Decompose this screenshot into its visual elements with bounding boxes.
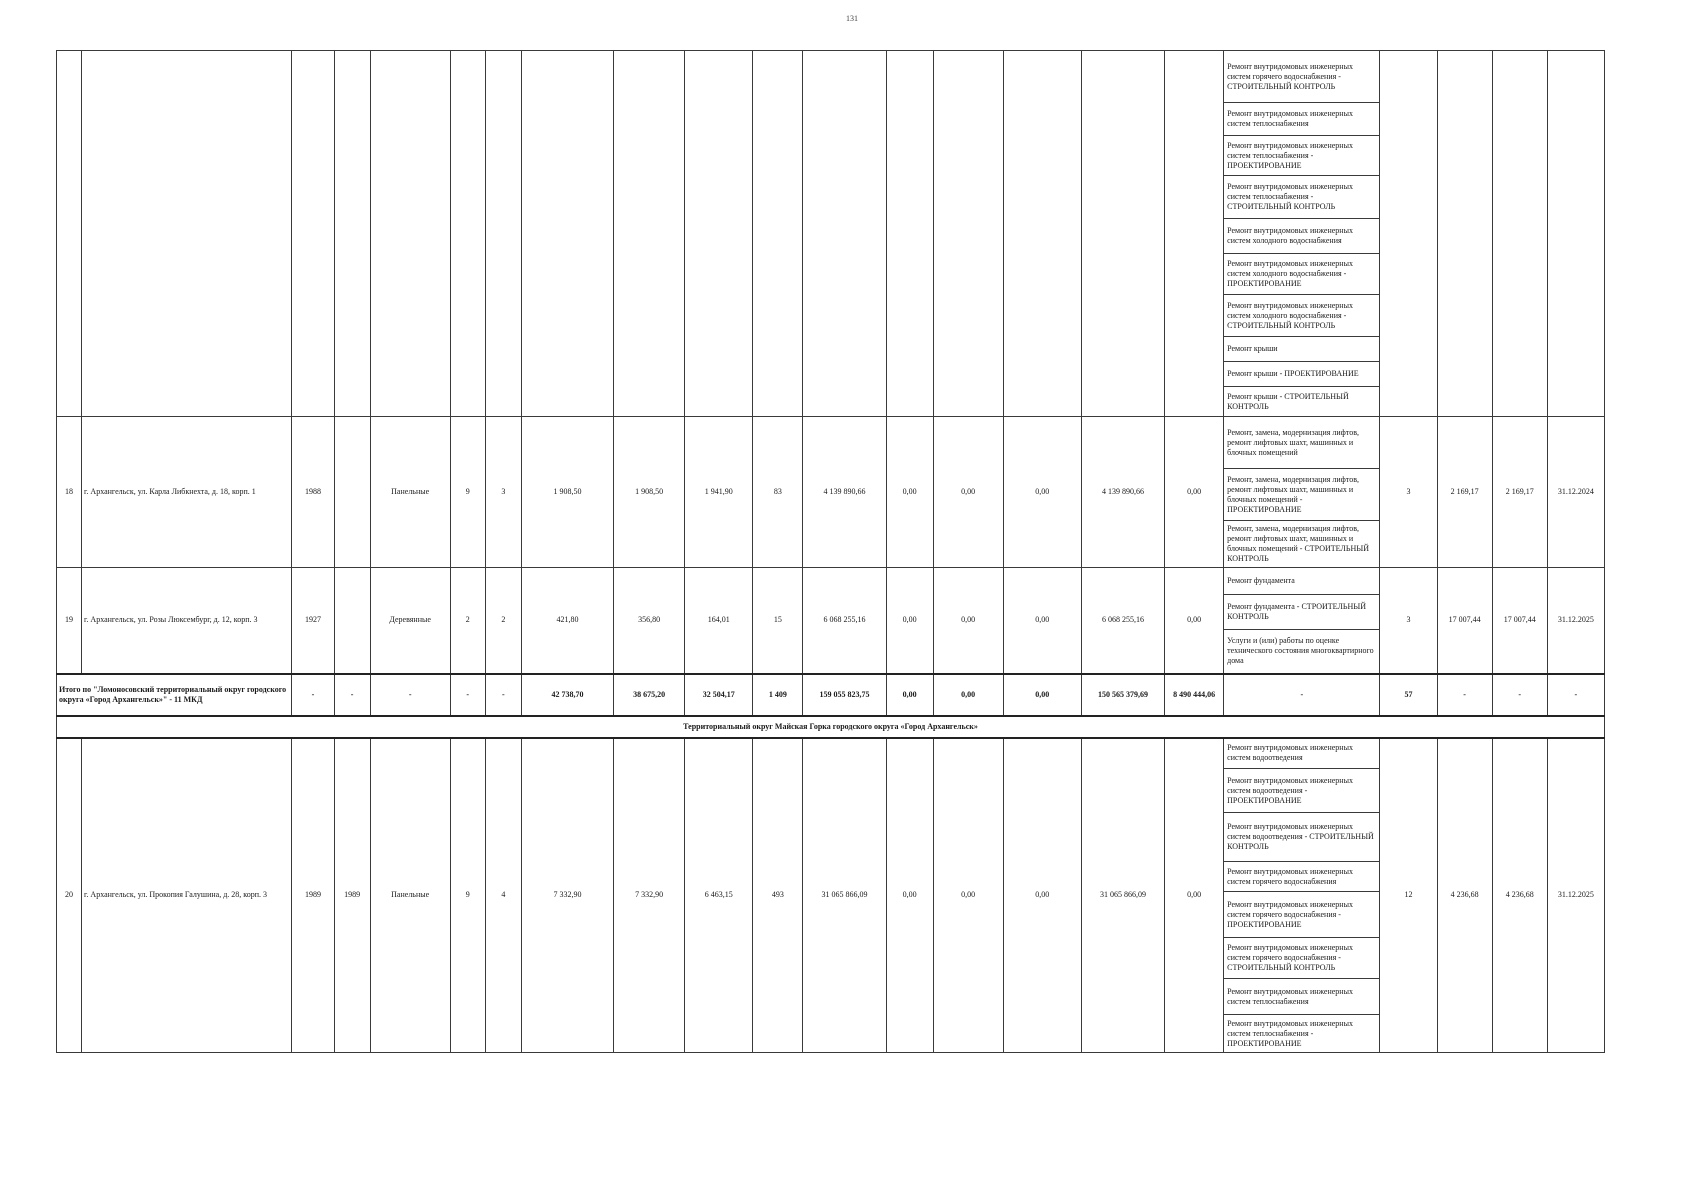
cell-unit-cost: 2 169,17 (1437, 417, 1492, 568)
total-area-premises: 38 675,20 (614, 674, 685, 716)
section-row (57, 716, 1605, 738)
cell-fund-local: 0,00 (1003, 417, 1081, 568)
cell-work-count: 12 (1380, 738, 1437, 1053)
cell-total-area: 7 332,90 (521, 738, 613, 1053)
cell-num: 19 (57, 568, 82, 674)
cell-entrances: 2 (485, 568, 521, 674)
cell-max-unit-cost: 17 007,44 (1492, 568, 1547, 674)
cell-address: г. Архангельск, ул. Розы Люксембург, д. 12, корп. 3 (82, 568, 292, 674)
cell-fund-owners: 4 139 890,66 (1081, 417, 1164, 568)
cell-num: 18 (57, 417, 82, 568)
cell-address: г. Архангельск, ул. Прокопия Галушина, д. 28, корп. 3 (82, 738, 292, 1053)
register-sheet (56, 50, 1605, 1053)
cell-cost-total (803, 51, 886, 417)
work-item: Ремонт крыши - СТРОИТЕЛЬНЫЙ КОНТРОЛЬ (1224, 387, 1380, 417)
cell-fund-regional (933, 51, 1003, 417)
cell-wall-material: Панельные (370, 417, 450, 568)
cell-fund-owners: 31 065 866,09 (1081, 738, 1164, 1053)
cell-fund-other: 0,00 (1165, 738, 1224, 1053)
cell-area-residential: 6 463,15 (685, 738, 753, 1053)
cell-area-premises: 356,80 (614, 568, 685, 674)
cell-year-built (292, 51, 334, 417)
total-dash: - (370, 674, 450, 716)
cell-wall-material (370, 51, 450, 417)
cell-year-built: 1988 (292, 417, 334, 568)
cell-cost-total: 4 139 890,66 (803, 417, 886, 568)
total-dash: - (1224, 674, 1380, 716)
cell-cost-total: 6 068 255,16 (803, 568, 886, 674)
cell-year-reconstructed: 1989 (334, 738, 370, 1053)
work-item: Ремонт внутридомовых инженерных систем водоотведения - СТРОИТЕЛЬНЫЙ КОНТРОЛЬ (1224, 813, 1380, 862)
cell-year-reconstructed (334, 51, 370, 417)
cell-area-premises: 1 908,50 (614, 417, 685, 568)
cell-residents: 83 (753, 417, 803, 568)
cell-address: г. Архангельск, ул. Карла Либкнехта, д. 18, корп. 1 (82, 417, 292, 568)
total-dash: - (450, 674, 485, 716)
cell-area-residential: 164,01 (685, 568, 753, 674)
work-item: Ремонт внутридомовых инженерных систем теплоснабжения - СТРОИТЕЛЬНЫЙ КОНТРОЛЬ (1224, 176, 1380, 219)
cell-fund-federal: 0,00 (886, 417, 933, 568)
cell-fund-regional: 0,00 (933, 738, 1003, 1053)
cell-max-unit-cost: 2 169,17 (1492, 417, 1547, 568)
cell-year-built: 1989 (292, 738, 334, 1053)
work-item: Ремонт фундамента (1224, 568, 1380, 595)
cell-fund-federal: 0,00 (886, 568, 933, 674)
total-dash: - (1547, 674, 1604, 716)
cell-total-area: 1 908,50 (521, 417, 613, 568)
cell-entrances (485, 51, 521, 417)
work-item: Ремонт внутридомовых инженерных систем теплоснабжения (1224, 979, 1380, 1015)
total-row (57, 674, 1605, 716)
work-item: Ремонт внутридомовых инженерных систем горячего водоснабжения (1224, 862, 1380, 892)
capital-repair-register-table (56, 50, 1605, 1053)
cell-residents (753, 51, 803, 417)
cell-area-residential (685, 51, 753, 417)
work-item: Ремонт внутридомовых инженерных систем горячего водоснабжения - СТРОИТЕЛЬНЫЙ КОНТРОЛЬ (1224, 51, 1380, 103)
cell-fund-other (1165, 51, 1224, 417)
total-fund-regional: 0,00 (933, 674, 1003, 716)
table-row (57, 738, 1605, 769)
cell-fund-owners: 6 068 255,16 (1081, 568, 1164, 674)
total-dash: - (485, 674, 521, 716)
cell-fund-local (1003, 51, 1081, 417)
cell-unit-cost: 17 007,44 (1437, 568, 1492, 674)
cell-wall-material: Панельные (370, 738, 450, 1053)
cell-residents: 493 (753, 738, 803, 1053)
work-item: Ремонт внутридомовых инженерных систем холодного водоснабжения (1224, 219, 1380, 254)
cell-floors: 2 (450, 568, 485, 674)
total-residents: 1 409 (753, 674, 803, 716)
cell-deadline: 31.12.2025 (1547, 568, 1604, 674)
cell-floors (450, 51, 485, 417)
cell-max-unit-cost (1492, 51, 1547, 417)
cell-fund-federal (886, 51, 933, 417)
cell-num: 20 (57, 738, 82, 1053)
cell-deadline: 31.12.2025 (1547, 738, 1604, 1053)
cell-unit-cost (1437, 51, 1492, 417)
cell-fund-local: 0,00 (1003, 568, 1081, 674)
cell-fund-other: 0,00 (1165, 417, 1224, 568)
cell-deadline (1547, 51, 1604, 417)
work-item: Ремонт внутридомовых инженерных систем горячего водоснабжения - ПРОЕКТИРОВАНИЕ (1224, 892, 1380, 938)
work-item: Ремонт, замена, модернизация лифтов, ремонт лифтовых шахт, машинных и блочных помещений - СТРОИТЕЛЬНЫЙ КОНТРОЛЬ (1224, 521, 1380, 568)
cell-residents: 15 (753, 568, 803, 674)
cell-area-residential: 1 941,90 (685, 417, 753, 568)
table-row (57, 51, 1605, 103)
cell-floors: 9 (450, 738, 485, 1053)
cell-fund-regional: 0,00 (933, 568, 1003, 674)
work-item: Ремонт внутридомовых инженерных систем теплоснабжения - ПРОЕКТИРОВАНИЕ (1224, 1015, 1380, 1053)
total-dash: - (292, 674, 334, 716)
cell-num (57, 51, 82, 417)
cell-work-count (1380, 51, 1437, 417)
cell-year-built: 1927 (292, 568, 334, 674)
cell-fund-local: 0,00 (1003, 738, 1081, 1053)
work-item: Услуги и (или) работы по оценке технического состояния многоквартирного дома (1224, 630, 1380, 674)
cell-work-count: 3 (1380, 568, 1437, 674)
total-fund-owners: 150 565 379,69 (1081, 674, 1164, 716)
cell-work-count: 3 (1380, 417, 1437, 568)
cell-area-premises (614, 51, 685, 417)
work-item: Ремонт внутридомовых инженерных систем теплоснабжения - ПРОЕКТИРОВАНИЕ (1224, 136, 1380, 176)
cell-entrances: 3 (485, 417, 521, 568)
total-label: Итого по "Ломоносовский территориальный округ городского округа «Город Архангельск»" - 11 МКД (57, 674, 292, 716)
work-item: Ремонт, замена, модернизация лифтов, ремонт лифтовых шахт, машинных и блочных помещений (1224, 417, 1380, 469)
cell-deadline: 31.12.2024 (1547, 417, 1604, 568)
total-work-count: 57 (1380, 674, 1437, 716)
total-fund-federal: 0,00 (886, 674, 933, 716)
page-number: 131 (846, 14, 858, 23)
cell-total-area: 421,80 (521, 568, 613, 674)
cell-year-reconstructed (334, 568, 370, 674)
cell-entrances: 4 (485, 738, 521, 1053)
cell-fund-regional: 0,00 (933, 417, 1003, 568)
work-item: Ремонт крыши (1224, 337, 1380, 362)
total-fund-other: 8 490 444,06 (1165, 674, 1224, 716)
work-item: Ремонт внутридомовых инженерных систем водоотведения (1224, 738, 1380, 769)
work-item: Ремонт внутридомовых инженерных систем водоотведения - ПРОЕКТИРОВАНИЕ (1224, 769, 1380, 813)
cell-total-area (521, 51, 613, 417)
cell-max-unit-cost: 4 236,68 (1492, 738, 1547, 1053)
total-total-area: 42 738,70 (521, 674, 613, 716)
cell-area-premises: 7 332,90 (614, 738, 685, 1053)
work-item: Ремонт фундамента - СТРОИТЕЛЬНЫЙ КОНТРОЛЬ (1224, 595, 1380, 630)
cell-address (82, 51, 292, 417)
work-item: Ремонт внутридомовых инженерных систем горячего водоснабжения - СТРОИТЕЛЬНЫЙ КОНТРОЛЬ (1224, 938, 1380, 979)
cell-unit-cost: 4 236,68 (1437, 738, 1492, 1053)
total-dash: - (1437, 674, 1492, 716)
cell-fund-other: 0,00 (1165, 568, 1224, 674)
cell-wall-material: Деревянные (370, 568, 450, 674)
total-fund-local: 0,00 (1003, 674, 1081, 716)
work-item: Ремонт внутридомовых инженерных систем холодного водоснабжения - СТРОИТЕЛЬНЫЙ КОНТРОЛЬ (1224, 295, 1380, 337)
cell-fund-owners (1081, 51, 1164, 417)
total-area-residential: 32 504,17 (685, 674, 753, 716)
table-row (57, 417, 1605, 469)
section-title: Территориальный округ Майская Горка городского округа «Город Архангельск» (57, 716, 1605, 738)
work-item: Ремонт внутридомовых инженерных систем теплоснабжения (1224, 103, 1380, 136)
cell-year-reconstructed (334, 417, 370, 568)
total-dash: - (334, 674, 370, 716)
work-item: Ремонт крыши - ПРОЕКТИРОВАНИЕ (1224, 362, 1380, 387)
cell-floors: 9 (450, 417, 485, 568)
total-dash: - (1492, 674, 1547, 716)
cell-fund-federal: 0,00 (886, 738, 933, 1053)
work-item: Ремонт внутридомовых инженерных систем холодного водоснабжения - ПРОЕКТИРОВАНИЕ (1224, 254, 1380, 295)
total-cost-total: 159 055 823,75 (803, 674, 886, 716)
work-item: Ремонт, замена, модернизация лифтов, ремонт лифтовых шахт, машинных и блочных помещений - ПРОЕКТИРОВАНИЕ (1224, 469, 1380, 521)
cell-cost-total: 31 065 866,09 (803, 738, 886, 1053)
table-row (57, 568, 1605, 595)
